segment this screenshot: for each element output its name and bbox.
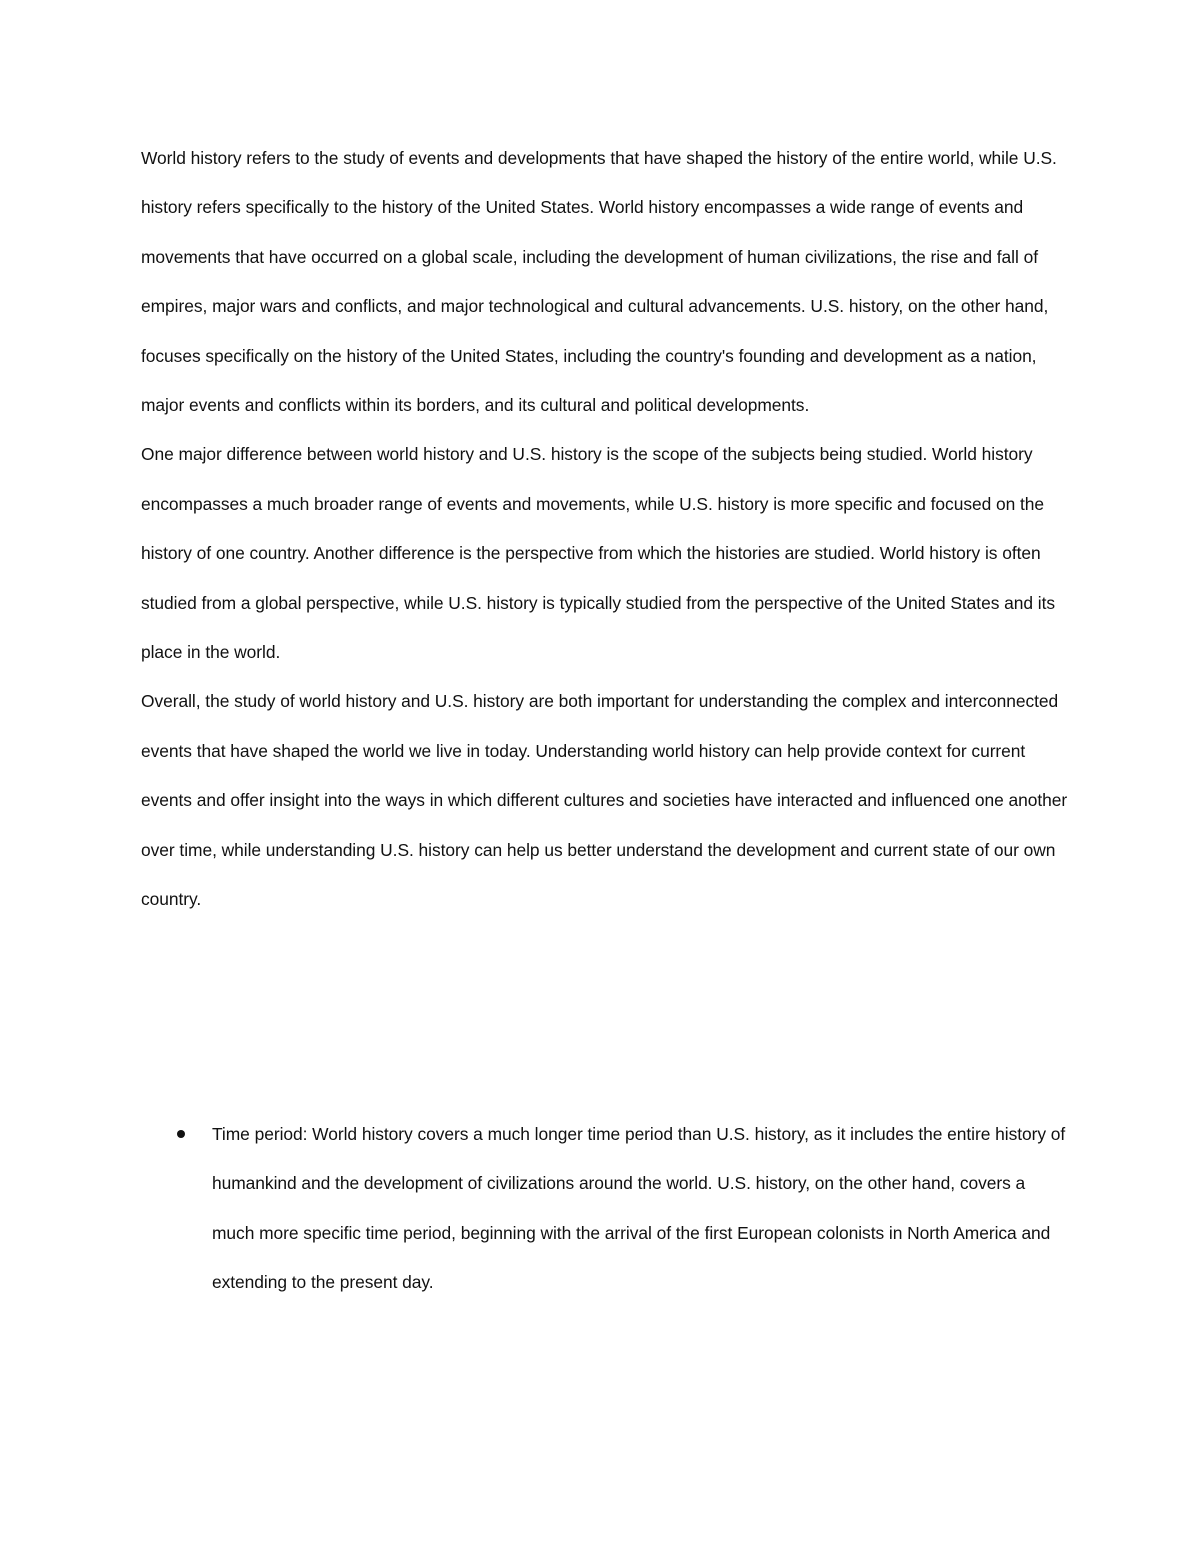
paragraph-differences: One major difference between world history and U.S. history is the scope of the subjects being studied. World history encompasses a much broader range of events and movements, while U.S. history is more specific and focused on the history of one country. Another difference is the perspective from which the histories are studied. World history is often studied from a global perspective, while U.S. history is typically studied from the perspective of the United States and its place in the world.	[141, 444, 1056, 663]
paragraph-overall: Overall, the study of world history and U.S. history are both important for understanding the complex and interconnected events that have shaped the world we live in today. Understanding world history can help provide context for current events and offer insight into the ways in which different cultures and societies have interacted and influenced one another over time, while understanding U.S. history can help us better understand the development and current state of our own country.	[141, 691, 1068, 910]
paragraph-intro: World history refers to the study of events and developments that have shaped the history of the entire world, while U.S. history refers specifically to the history of the United States. World history encompasses a wide range of events and movements that have occurred on a global scale, including the development of human civilizations, the rise and fall of empires, major wars and conflicts, and major technological and cultural advancements. U.S. history, on the other hand, focuses specifically on the history of the United States, including the country's founding and development as a nation, major events and conflicts within its borders, and its cultural and political developments.	[141, 148, 1057, 416]
list-item	[141, 1110, 1071, 1308]
list-item-text: Time period: World history covers a much longer time period than U.S. history, as it includes the entire history of humankind and the development of civilizations around the world. U.S. history, on the other hand, covers a much more specific time period, beginning with the arrival of the first European colonists in North America and extending to the present day.	[212, 1124, 1066, 1293]
bullet-list	[141, 1110, 1071, 1308]
bullet-dot-icon	[177, 1130, 185, 1138]
document-body	[141, 134, 1071, 925]
